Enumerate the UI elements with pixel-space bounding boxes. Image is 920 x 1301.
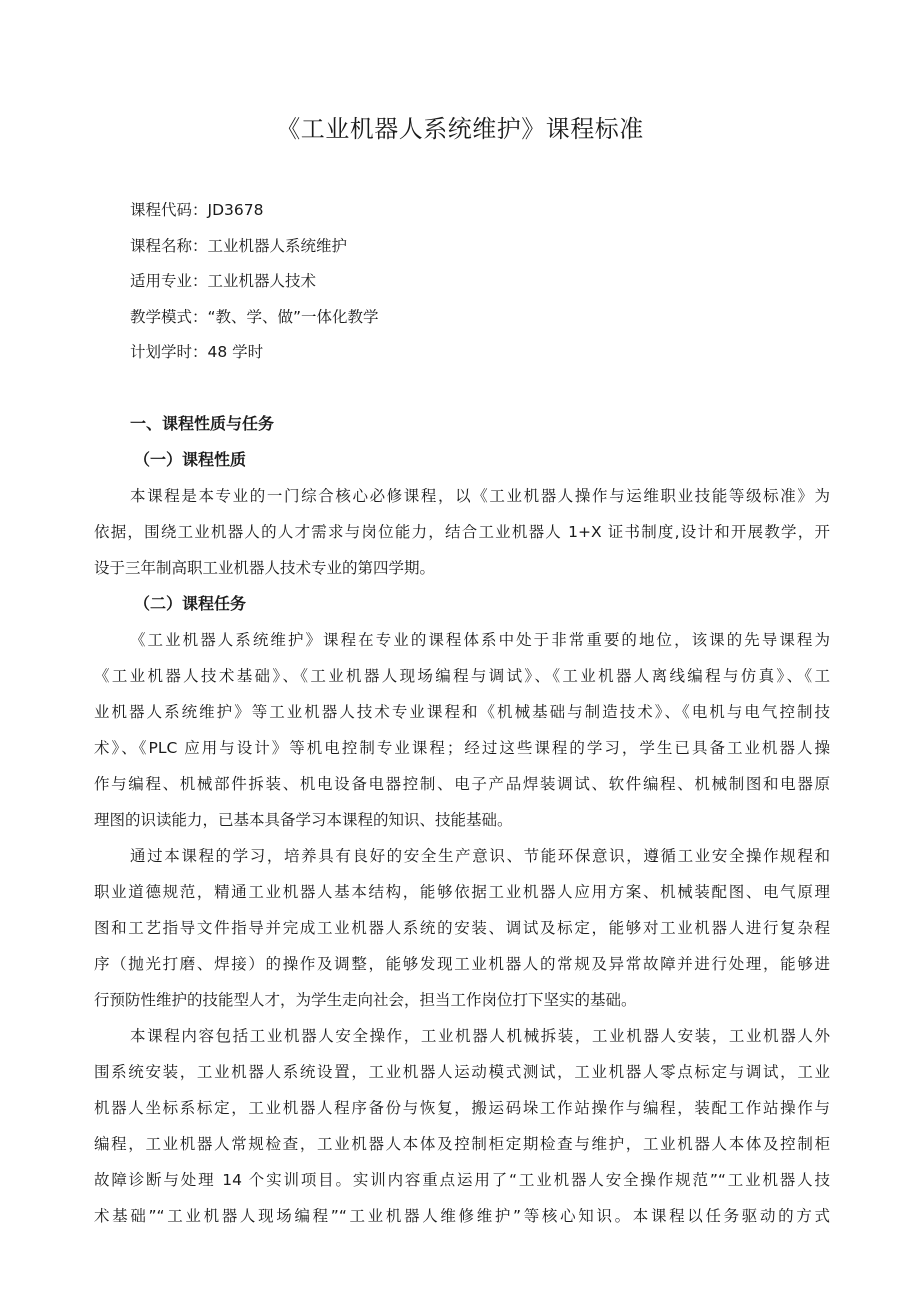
paragraph-line: 图和工艺指导文件指导并完成工业机器人系统的安装、调试及标定，能够对工业机器人进行复杂程 bbox=[94, 919, 830, 937]
paragraph-line: 机器人坐标系标定，工业机器人程序备份与恢复，搬运码垛工作站操作与编程，装配工作站操作与 bbox=[94, 1099, 830, 1117]
subsection-heading-task: （二）课程任务 bbox=[134, 594, 247, 613]
paragraph-line: 设于三年制高职工业机器人技术专业的第四学期。 bbox=[94, 559, 436, 577]
paragraph-line: 术基础”“工业机器人现场编程”“工业机器人维修维护”等核心知识。本课程以任务驱动的方式 bbox=[94, 1207, 830, 1225]
paragraph-course-task-3 bbox=[94, 1018, 830, 1234]
section-heading-1: 一、课程性质与任务 bbox=[130, 414, 275, 433]
paragraph-course-task-2 bbox=[94, 838, 830, 1018]
teaching-mode: 教学模式：“教、学、做”一体化教学 bbox=[130, 307, 379, 326]
subsection-heading-nature: （一）课程性质 bbox=[134, 450, 247, 469]
course-info-list bbox=[130, 196, 379, 374]
paragraph-line: 序（抛光打磨、焊接）的操作及调整，能够发现工业机器人的常规及异常故障并进行处理，能够进 bbox=[94, 955, 830, 973]
paragraph-line: 本课程是本专业的一门综合核心必修课程，以《工业机器人操作与运维职业技能等级标准》为 bbox=[130, 487, 830, 505]
paragraph-line: 围系统安装，工业机器人系统设置，工业机器人运动模式测试，工业机器人零点标定与调试，工业 bbox=[94, 1063, 830, 1081]
course-name: 课程名称：工业机器人系统维护 bbox=[130, 236, 348, 255]
paragraph-course-task-1 bbox=[94, 622, 830, 838]
planned-hours: 计划学时：48 学时 bbox=[130, 343, 264, 361]
paragraph-line: 本课程内容包括工业机器人安全操作，工业机器人机械拆装，工业机器人安装，工业机器人外 bbox=[130, 1027, 830, 1045]
paragraph-line: 术》、《PLC 应用与设计》等机电控制专业课程；经过这些课程的学习，学生已具备工业机器人操 bbox=[94, 739, 830, 757]
paragraph-line: 依据，围绕工业机器人的人才需求与岗位能力，结合工业机器人 1+X 证书制度,设计和开展教学，开 bbox=[94, 523, 830, 541]
paragraph-course-nature bbox=[94, 478, 830, 586]
document-title: 《工业机器人系统维护》课程标准 bbox=[276, 115, 644, 143]
paragraph-line: 故障诊断与处理 14 个实训项目。实训内容重点运用了“工业机器人安全操作规范”“工业机器人技 bbox=[94, 1171, 830, 1189]
paragraph-line: 编程，工业机器人常规检查，工业机器人本体及控制柜定期检查与维护，工业机器人本体及控制柜 bbox=[94, 1135, 830, 1153]
paragraph-line: 作与编程、机械部件拆装、机电设备电器控制、电子产品焊装调试、软件编程、机械制图和电器原 bbox=[94, 775, 830, 793]
course-code: 课程代码：JD3678 bbox=[130, 201, 264, 219]
paragraph-line: 职业道德规范，精通工业机器人基本结构，能够依据工业机器人应用方案、机械装配图、电气原理 bbox=[94, 883, 830, 901]
applicable-major: 适用专业：工业机器人技术 bbox=[130, 272, 317, 290]
paragraph-line: 《工业机器人系统维护》课程在专业的课程体系中处于非常重要的地位，该课的先导课程为 bbox=[130, 631, 830, 649]
paragraph-line: 行预防性维护的技能型人才，为学生走向社会，担当工作岗位打下坚实的基础。 bbox=[94, 991, 637, 1009]
paragraph-line: 《工业机器人技术基础》、《工业机器人现场编程与调试》、《工业机器人离线编程与仿真》、《工 bbox=[94, 667, 830, 685]
paragraph-line: 通过本课程的学习，培养具有良好的安全生产意识、节能环保意识，遵循工业安全操作规程和 bbox=[130, 847, 830, 865]
paragraph-line: 业机器人系统维护》等工业机器人技术专业课程和《机械基础与制造技术》、《电机与电气控制技 bbox=[94, 703, 830, 721]
paragraph-line: 理图的识读能力，已基本具备学习本课程的知识、技能基础。 bbox=[94, 811, 513, 829]
